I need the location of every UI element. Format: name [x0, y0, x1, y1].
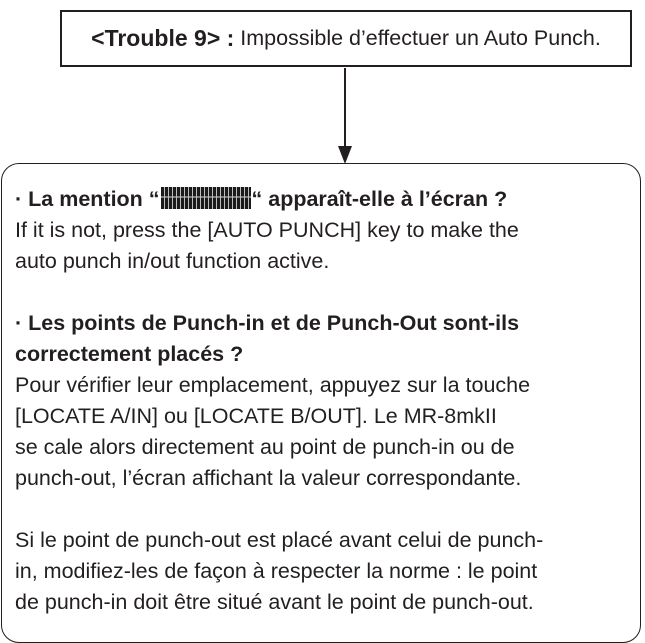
arrow-down-icon	[338, 146, 352, 164]
note-line: de punch-in doit être situé avant le point de punch-out.	[15, 590, 534, 614]
note-line: in, modifiez-les de façon à respecter la norme : le point	[15, 559, 538, 583]
trouble-text: Impossible d’effectuer un Auto Punch.	[240, 26, 601, 50]
question-punch-points: · Les points de Punch-in et de Punch-Out sont-ils	[15, 311, 520, 335]
answer-line: [LOCATE A/IN] ou [LOCATE B/OUT]. Le MR-8mkII	[15, 404, 497, 428]
flow-arrow-line	[344, 68, 346, 151]
answer-line: se cale alors directement au point de punch-in ou de	[15, 435, 515, 459]
question-punch-points-cont: correctement placés ?	[15, 342, 244, 366]
answer-line: auto punch in/out function active.	[15, 249, 330, 273]
question-display-mention: · La mention “ “ apparaît-elle à l’écran ?	[15, 187, 508, 211]
trouble-title-box	[60, 10, 632, 67]
answer-line: punch-out, l’écran affichant la valeur correspondante.	[15, 466, 522, 490]
solution-box	[1, 163, 641, 643]
auto-punch-lcd-icon	[161, 187, 251, 209]
note-line: Si le point de punch-out est placé avant celui de punch-	[15, 528, 544, 552]
trouble-id: <Trouble 9> :	[91, 25, 235, 51]
answer-line: Pour vérifier leur emplacement, appuyez sur la touche	[15, 373, 531, 397]
answer-line: If it is not, press the [AUTO PUNCH] key to make the	[15, 218, 519, 242]
